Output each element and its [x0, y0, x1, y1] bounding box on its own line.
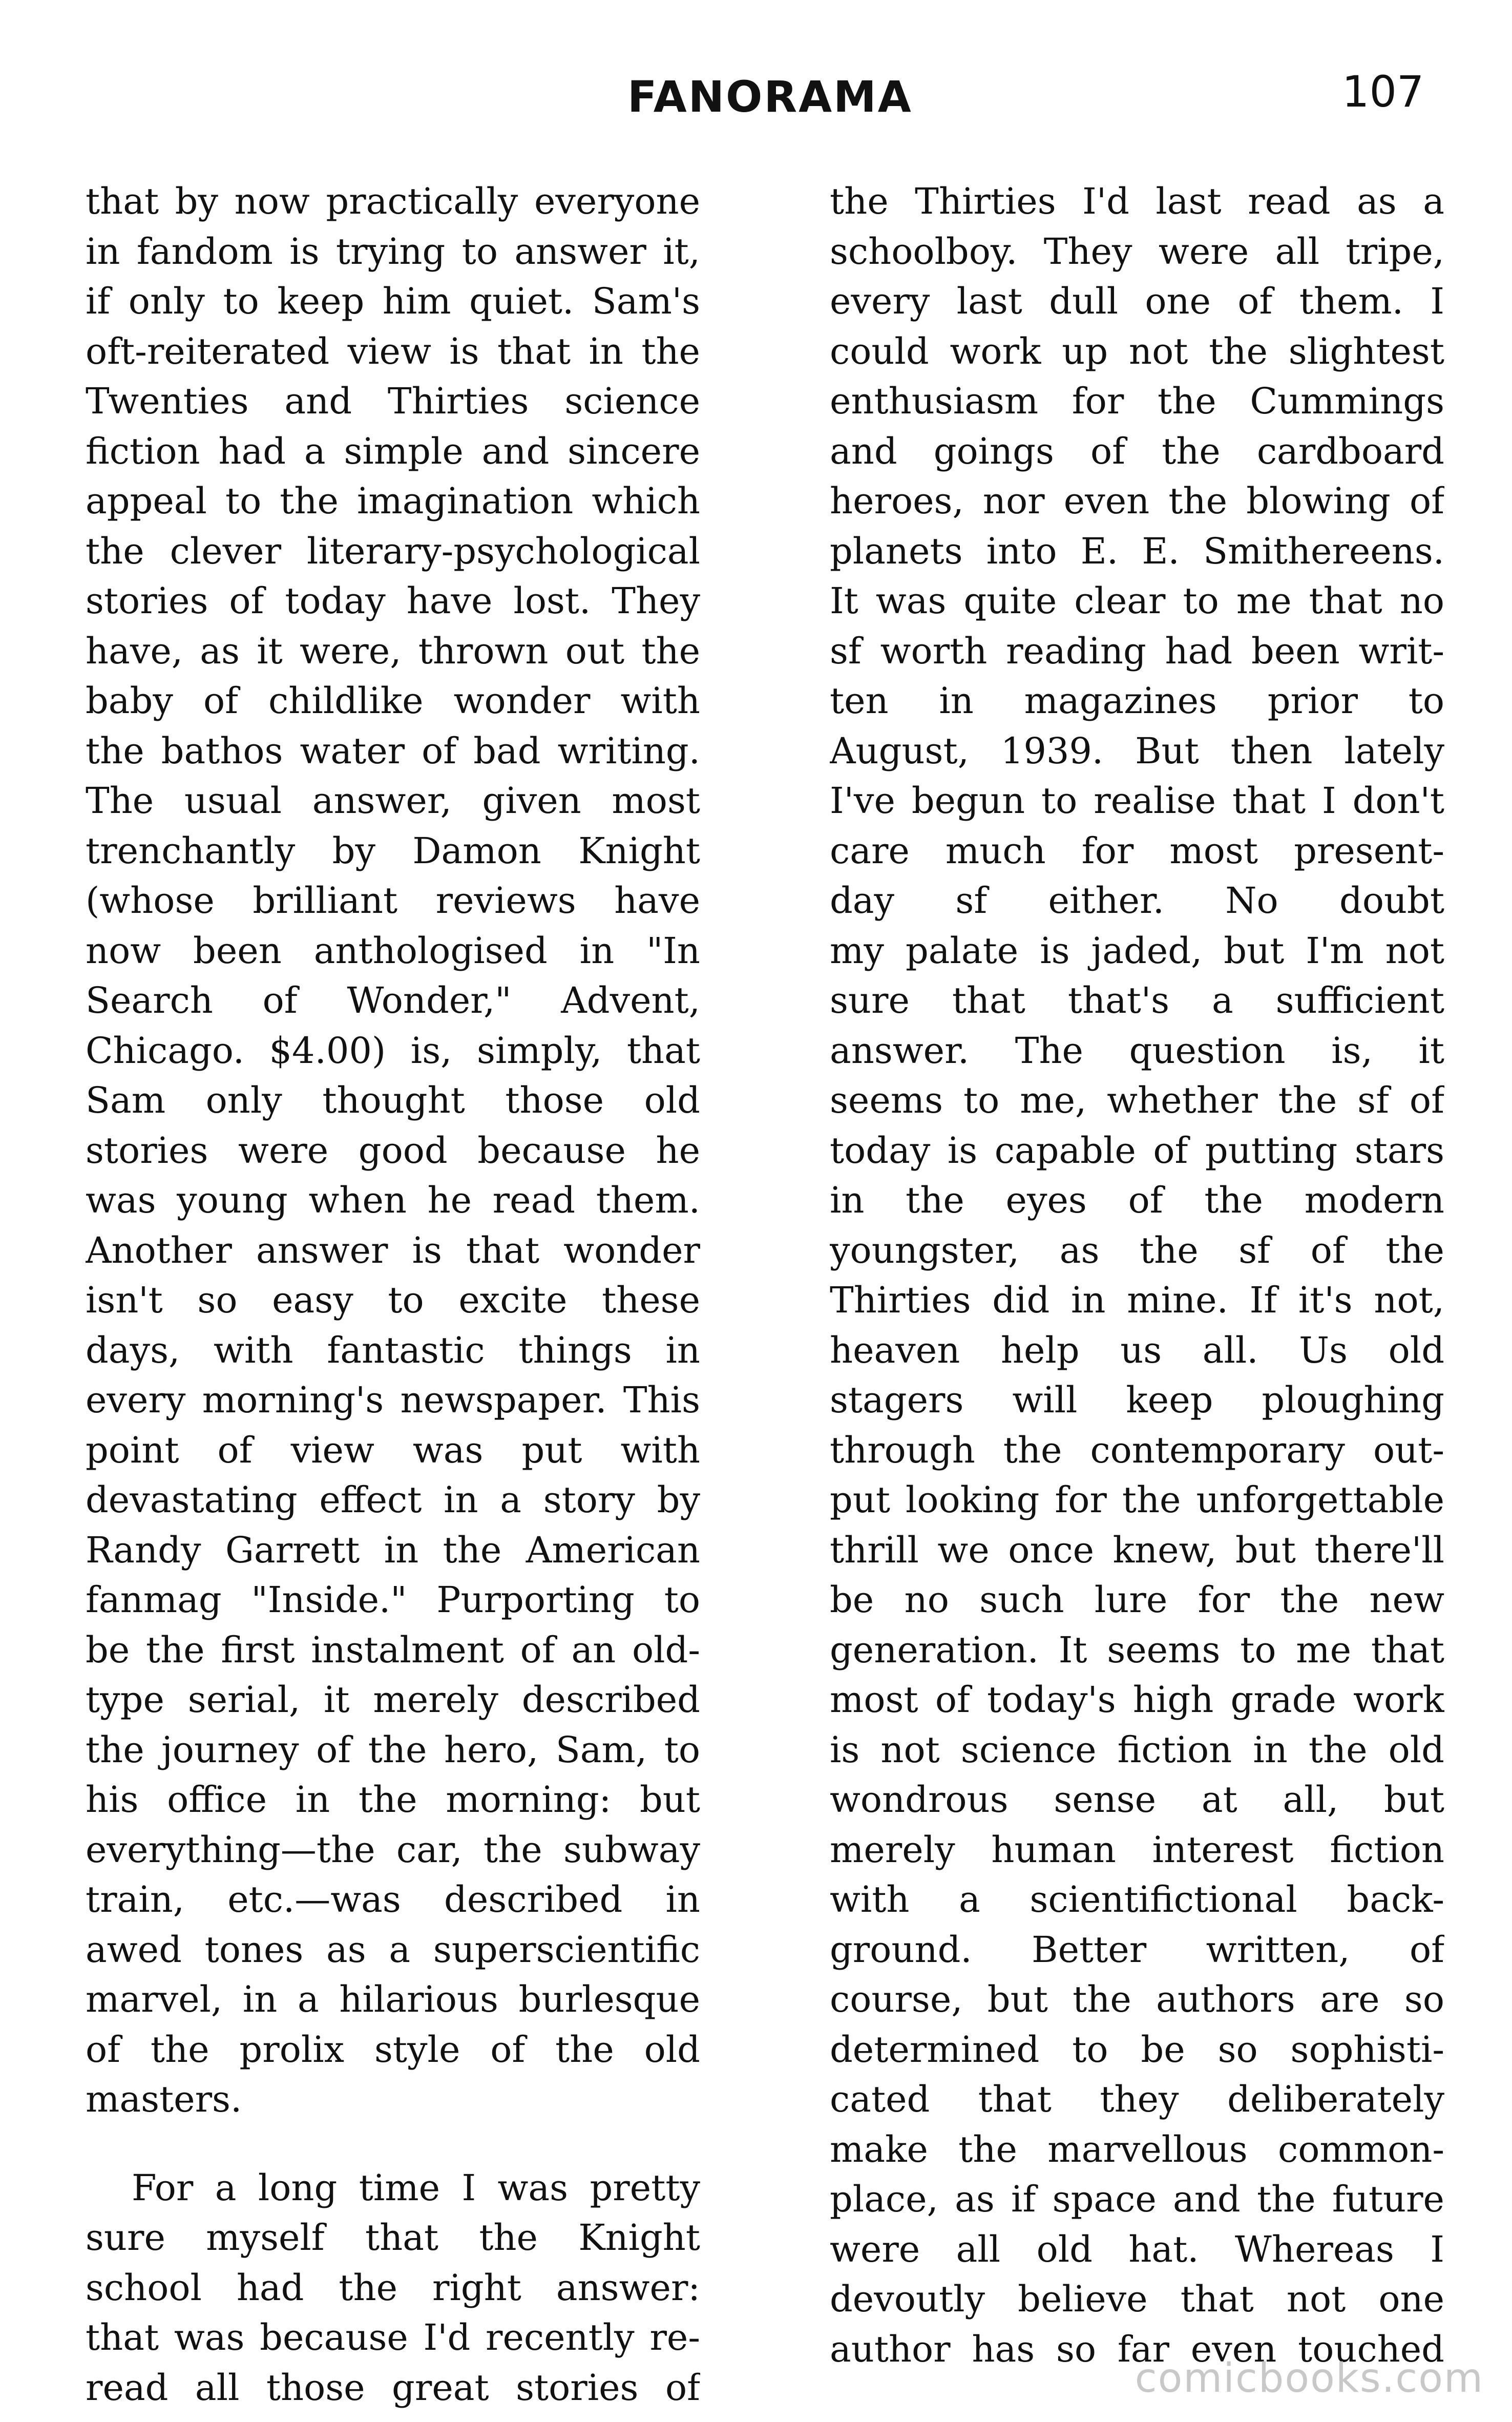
text-line: The usual answer, given most: [86, 780, 700, 822]
page-header: [0, 61, 1512, 133]
text-line: enthusiasm for the Cummings: [830, 380, 1444, 422]
text-line: heaven help us all. Us old: [830, 1329, 1444, 1371]
text-line: through the contemporary out-: [830, 1429, 1444, 1471]
text-line: stories of today have lost. They: [86, 580, 700, 622]
text-line: stagers will keep ploughing: [830, 1379, 1444, 1421]
text-line: Search of Wonder," Advent,: [86, 979, 700, 1021]
text-line: baby of childlike wonder with: [86, 680, 700, 722]
text-line: now been anthologised in "In: [86, 929, 700, 972]
text-line: type serial, it merely described: [86, 1679, 700, 1721]
text-line: have, as it were, thrown out the: [86, 630, 700, 672]
text-line: planets into E. E. Smithereens.: [830, 530, 1444, 572]
text-line: ten in magazines prior to: [830, 680, 1444, 722]
text-line: the clever literary-psychological: [86, 530, 700, 572]
text-line: stories were good because he: [86, 1129, 700, 1172]
text-line: Randy Garrett in the American: [86, 1529, 700, 1571]
text-line: be the first instalment of an old-: [86, 1628, 700, 1671]
text-line: is not science fiction in the old: [830, 1728, 1444, 1771]
text-line: that by now practically everyone: [86, 180, 700, 222]
text-line: Sam only thought those old: [86, 1079, 700, 1121]
text-line: fiction had a simple and sincere: [86, 430, 700, 472]
text-line: point of view was put with: [86, 1429, 700, 1471]
text-line: of the prolix style of the old: [86, 2028, 700, 2071]
text-line: devastating effect in a story by: [86, 1479, 700, 1521]
text-line: masters.: [86, 2078, 242, 2120]
paragraph-1: [86, 177, 700, 2125]
left-column: [86, 177, 700, 2413]
text-line: that was because I'd recently re-: [86, 2316, 700, 2358]
text-line: day sf either. No doubt: [830, 880, 1444, 922]
text-line: were all old hat. Whereas I: [830, 2228, 1444, 2270]
text-line: merely human interest fiction: [830, 1828, 1444, 1871]
text-line: generation. It seems to me that: [830, 1628, 1444, 1671]
paragraph-2: [86, 2163, 700, 2413]
text-line: days, with fantastic things in: [86, 1329, 700, 1371]
text-line: in fandom is trying to answer it,: [86, 230, 700, 273]
text-line: author has so far even touched: [830, 2328, 1444, 2370]
text-line: wondrous sense at all, but: [830, 1779, 1444, 1821]
text-line: today is capable of putting stars: [830, 1129, 1444, 1172]
text-line: place, as if space and the future: [830, 2178, 1444, 2220]
text-line: everything—the car, the subway: [86, 1828, 700, 1871]
text-line: Twenties and Thirties science: [86, 380, 700, 422]
text-line: It was quite clear to me that no: [830, 580, 1444, 622]
text-line: the journey of the hero, Sam, to: [86, 1728, 700, 1771]
text-line: trenchantly by Damon Knight: [86, 829, 700, 872]
text-line: schoolboy. They were all tripe,: [830, 230, 1444, 273]
running-head: FANORAMA: [627, 72, 913, 122]
text-line: sf worth reading had been writ-: [830, 630, 1444, 672]
text-line: read all those great stories of: [86, 2366, 700, 2409]
text-line: appeal to the imagination which: [86, 480, 700, 522]
text-line: be no such lure for the new: [830, 1579, 1444, 1621]
text-line: every morning's newspaper. This: [86, 1379, 700, 1421]
text-line: fanmag "Inside." Purporting to: [86, 1579, 700, 1621]
text-line: the Thirties I'd last read as a: [830, 180, 1444, 222]
text-line: Chicago. $4.00) is, simply, that: [86, 1029, 700, 1072]
text-line: Thirties did in mine. If it's not,: [830, 1279, 1444, 1321]
text-line: could work up not the slightest: [830, 330, 1444, 372]
text-line: For a long time I was pretty: [132, 2166, 700, 2209]
paragraph-gap: [86, 2125, 700, 2163]
right-column: [830, 177, 1444, 2374]
text-line: in the eyes of the modern: [830, 1179, 1444, 1221]
text-line: devoutly believe that not one: [830, 2278, 1444, 2320]
text-line: cated that they deliberately: [830, 2078, 1444, 2120]
text-line: determined to be so sophisti-: [830, 2028, 1444, 2071]
text-line: Another answer is that wonder: [86, 1229, 700, 1271]
text-line: I've begun to realise that I don't: [830, 780, 1444, 822]
text-line: school had the right answer:: [86, 2266, 700, 2309]
text-line: ground. Better written, of: [830, 1928, 1444, 1971]
text-line: make the marvellous common-: [830, 2128, 1444, 2170]
text-line: my palate is jaded, but I'm not: [830, 929, 1444, 972]
text-line: thrill we once knew, but there'll: [830, 1529, 1444, 1571]
text-line: the bathos water of bad writing.: [86, 729, 700, 772]
text-line: if only to keep him quiet. Sam's: [86, 280, 700, 322]
text-line: marvel, in a hilarious burlesque: [86, 1978, 700, 2020]
text-line: sure that that's a sufficient: [830, 979, 1444, 1021]
text-line: his office in the morning: but: [86, 1779, 700, 1821]
text-line: and goings of the cardboard: [830, 430, 1444, 472]
text-line: most of today's high grade work: [830, 1679, 1444, 1721]
text-line: every last dull one of them. I: [830, 280, 1444, 322]
text-line: course, but the authors are so: [830, 1978, 1444, 2020]
text-line: sure myself that the Knight: [86, 2217, 700, 2259]
text-line: August, 1939. But then lately: [830, 729, 1444, 772]
watermark: comicbooks.com: [1135, 2355, 1484, 2402]
text-line: care much for most present-: [830, 829, 1444, 872]
text-line: was young when he read them.: [86, 1179, 700, 1221]
text-line: put looking for the unforgettable: [830, 1479, 1444, 1521]
text-line: isn't so easy to excite these: [86, 1279, 700, 1321]
text-line: (whose brilliant reviews have: [86, 880, 700, 922]
text-line: seems to me, whether the sf of: [830, 1079, 1444, 1121]
page-number: 107: [1342, 67, 1424, 117]
text-line: train, etc.—was described in: [86, 1878, 700, 1920]
text-line: oft-reiterated view is that in the: [86, 330, 700, 372]
text-line: with a scientifictional back-: [830, 1878, 1444, 1920]
text-line: awed tones as a superscientific: [86, 1928, 700, 1971]
text-line: heroes, nor even the blowing of: [830, 480, 1444, 522]
text-line: answer. The question is, it: [830, 1029, 1444, 1072]
text-line: youngster, as the sf of the: [830, 1229, 1444, 1271]
